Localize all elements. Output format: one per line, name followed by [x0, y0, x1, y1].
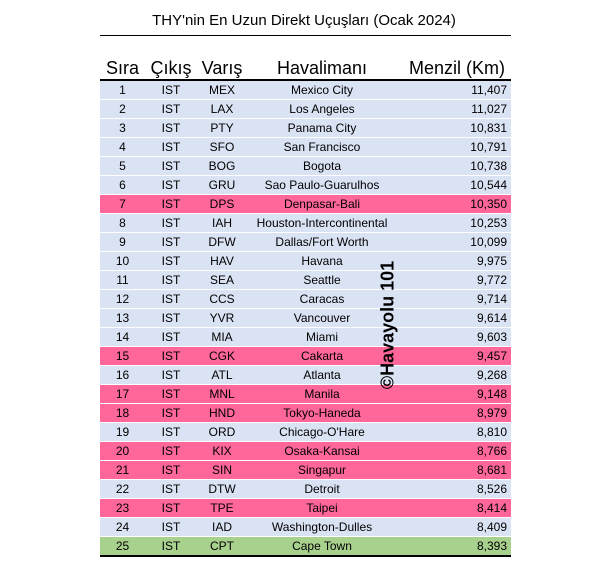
cell-havalimani: Denpasar-Bali: [247, 195, 397, 214]
cell-cikis: IST: [145, 442, 197, 461]
table-row: [100, 423, 511, 442]
cell-havalimani: Washington-Dulles: [247, 518, 397, 537]
cell-varis: ATL: [197, 366, 247, 385]
table-row: [100, 537, 511, 557]
cell-varis: LAX: [197, 100, 247, 119]
cell-menzil: 9,457: [397, 347, 511, 366]
cell-havalimani: Sao Paulo-Guarulhos: [247, 176, 397, 195]
cell-cikis: IST: [145, 537, 197, 557]
cell-menzil: 10,544: [397, 176, 511, 195]
table-row: [100, 119, 511, 138]
cell-varis: MIA: [197, 328, 247, 347]
table-row: [100, 290, 511, 309]
page-title: THY'nin En Uzun Direkt Uçuşları (Ocak 2024): [152, 12, 456, 29]
cell-cikis: IST: [145, 119, 197, 138]
cell-menzil: 9,772: [397, 271, 511, 290]
cell-cikis: IST: [145, 404, 197, 423]
cell-cikis: IST: [145, 347, 197, 366]
cell-sira: 5: [100, 157, 145, 176]
cell-varis: GRU: [197, 176, 247, 195]
cell-sira: 20: [100, 442, 145, 461]
cell-cikis: IST: [145, 328, 197, 347]
table-row: [100, 518, 511, 537]
cell-sira: 7: [100, 195, 145, 214]
cell-menzil: 8,526: [397, 480, 511, 499]
cell-havalimani: Osaka-Kansai: [247, 442, 397, 461]
table-row: [100, 233, 511, 252]
cell-sira: 24: [100, 518, 145, 537]
cell-sira: 19: [100, 423, 145, 442]
cell-sira: 17: [100, 385, 145, 404]
cell-varis: MNL: [197, 385, 247, 404]
cell-cikis: IST: [145, 157, 197, 176]
table-row: [100, 347, 511, 366]
cell-varis: DTW: [197, 480, 247, 499]
cell-cikis: IST: [145, 271, 197, 290]
cell-menzil: 8,409: [397, 518, 511, 537]
table-body: [100, 80, 511, 556]
cell-sira: 8: [100, 214, 145, 233]
cell-menzil: 11,407: [397, 80, 511, 100]
cell-havalimani: Detroit: [247, 480, 397, 499]
watermark-text: ©Havayolu 101: [377, 260, 398, 390]
cell-varis: KIX: [197, 442, 247, 461]
cell-cikis: IST: [145, 499, 197, 518]
table-row: [100, 328, 511, 347]
header-sira: Sıra: [100, 55, 145, 80]
cell-menzil: 9,603: [397, 328, 511, 347]
cell-menzil: 10,791: [397, 138, 511, 157]
table-row: [100, 214, 511, 233]
cell-cikis: IST: [145, 252, 197, 271]
cell-havalimani: Los Angeles: [247, 100, 397, 119]
table-row: [100, 366, 511, 385]
table-row: [100, 404, 511, 423]
cell-havalimani: Cakarta: [247, 347, 397, 366]
cell-cikis: IST: [145, 80, 197, 100]
cell-menzil: 11,027: [397, 100, 511, 119]
cell-sira: 15: [100, 347, 145, 366]
cell-varis: CGK: [197, 347, 247, 366]
cell-varis: CPT: [197, 537, 247, 557]
cell-menzil: 8,810: [397, 423, 511, 442]
cell-havalimani: Singapur: [247, 461, 397, 480]
cell-havalimani: Chicago-O'Hare: [247, 423, 397, 442]
table-row: [100, 138, 511, 157]
cell-varis: TPE: [197, 499, 247, 518]
cell-cikis: IST: [145, 290, 197, 309]
cell-havalimani: Taipei: [247, 499, 397, 518]
cell-menzil: 9,148: [397, 385, 511, 404]
cell-sira: 3: [100, 119, 145, 138]
cell-cikis: IST: [145, 233, 197, 252]
cell-sira: 1: [100, 80, 145, 100]
cell-sira: 25: [100, 537, 145, 557]
cell-menzil: 8,414: [397, 499, 511, 518]
cell-havalimani: Houston-Intercontinental: [247, 214, 397, 233]
cell-cikis: IST: [145, 480, 197, 499]
cell-varis: SFO: [197, 138, 247, 157]
cell-havalimani: Manila: [247, 385, 397, 404]
cell-varis: IAD: [197, 518, 247, 537]
cell-menzil: 10,350: [397, 195, 511, 214]
cell-havalimani: Mexico City: [247, 80, 397, 100]
header-menzil: Menzil (Km): [397, 55, 511, 80]
table-row: [100, 252, 511, 271]
table-row: [100, 195, 511, 214]
header-cikis: Çıkış: [145, 55, 197, 80]
cell-sira: 12: [100, 290, 145, 309]
cell-sira: 2: [100, 100, 145, 119]
cell-havalimani: Panama City: [247, 119, 397, 138]
cell-cikis: IST: [145, 176, 197, 195]
cell-havalimani: Seattle: [247, 271, 397, 290]
cell-varis: CCS: [197, 290, 247, 309]
cell-menzil: 9,268: [397, 366, 511, 385]
cell-havalimani: Cape Town: [247, 537, 397, 557]
cell-cikis: IST: [145, 366, 197, 385]
cell-sira: 23: [100, 499, 145, 518]
header-varis: Varış: [197, 55, 247, 80]
header-row: [100, 55, 511, 80]
table-row: [100, 499, 511, 518]
cell-cikis: IST: [145, 518, 197, 537]
cell-sira: 14: [100, 328, 145, 347]
table-row: [100, 480, 511, 499]
cell-sira: 6: [100, 176, 145, 195]
cell-havalimani: Miami: [247, 328, 397, 347]
cell-sira: 9: [100, 233, 145, 252]
title-underline: [100, 35, 511, 36]
table-row: [100, 176, 511, 195]
cell-sira: 18: [100, 404, 145, 423]
cell-varis: PTY: [197, 119, 247, 138]
cell-havalimani: Caracas: [247, 290, 397, 309]
cell-varis: YVR: [197, 309, 247, 328]
cell-varis: BOG: [197, 157, 247, 176]
cell-havalimani: Atlanta: [247, 366, 397, 385]
table-row: [100, 309, 511, 328]
cell-sira: 11: [100, 271, 145, 290]
cell-cikis: IST: [145, 195, 197, 214]
cell-varis: IAH: [197, 214, 247, 233]
cell-menzil: 10,253: [397, 214, 511, 233]
table-row: [100, 461, 511, 480]
cell-sira: 4: [100, 138, 145, 157]
cell-havalimani: Tokyo-Haneda: [247, 404, 397, 423]
cell-havalimani: Vancouver: [247, 309, 397, 328]
cell-havalimani: Bogota: [247, 157, 397, 176]
cell-varis: DPS: [197, 195, 247, 214]
cell-varis: SIN: [197, 461, 247, 480]
table-header: [100, 55, 511, 80]
cell-varis: HAV: [197, 252, 247, 271]
cell-sira: 10: [100, 252, 145, 271]
cell-menzil: 8,979: [397, 404, 511, 423]
table-row: [100, 271, 511, 290]
cell-cikis: IST: [145, 100, 197, 119]
cell-sira: 13: [100, 309, 145, 328]
table-row: [100, 442, 511, 461]
cell-menzil: 9,614: [397, 309, 511, 328]
cell-varis: HND: [197, 404, 247, 423]
cell-menzil: 9,714: [397, 290, 511, 309]
table-row: [100, 157, 511, 176]
table-row: [100, 80, 511, 100]
cell-menzil: 9,975: [397, 252, 511, 271]
cell-havalimani: Havana: [247, 252, 397, 271]
cell-varis: MEX: [197, 80, 247, 100]
table-row: [100, 385, 511, 404]
cell-menzil: 8,766: [397, 442, 511, 461]
cell-havalimani: San Francisco: [247, 138, 397, 157]
cell-havalimani: Dallas/Fort Worth: [247, 233, 397, 252]
cell-menzil: 10,831: [397, 119, 511, 138]
cell-cikis: IST: [145, 138, 197, 157]
cell-cikis: IST: [145, 385, 197, 404]
table-row: [100, 100, 511, 119]
header-havalimani: Havalimanı: [247, 55, 397, 80]
cell-cikis: IST: [145, 309, 197, 328]
routes-table: [100, 55, 511, 557]
cell-varis: ORD: [197, 423, 247, 442]
cell-cikis: IST: [145, 461, 197, 480]
cell-menzil: 8,393: [397, 537, 511, 557]
cell-varis: SEA: [197, 271, 247, 290]
cell-sira: 21: [100, 461, 145, 480]
cell-sira: 22: [100, 480, 145, 499]
cell-menzil: 8,681: [397, 461, 511, 480]
cell-menzil: 10,738: [397, 157, 511, 176]
cell-menzil: 10,099: [397, 233, 511, 252]
cell-cikis: IST: [145, 423, 197, 442]
cell-sira: 16: [100, 366, 145, 385]
cell-cikis: IST: [145, 214, 197, 233]
cell-varis: DFW: [197, 233, 247, 252]
